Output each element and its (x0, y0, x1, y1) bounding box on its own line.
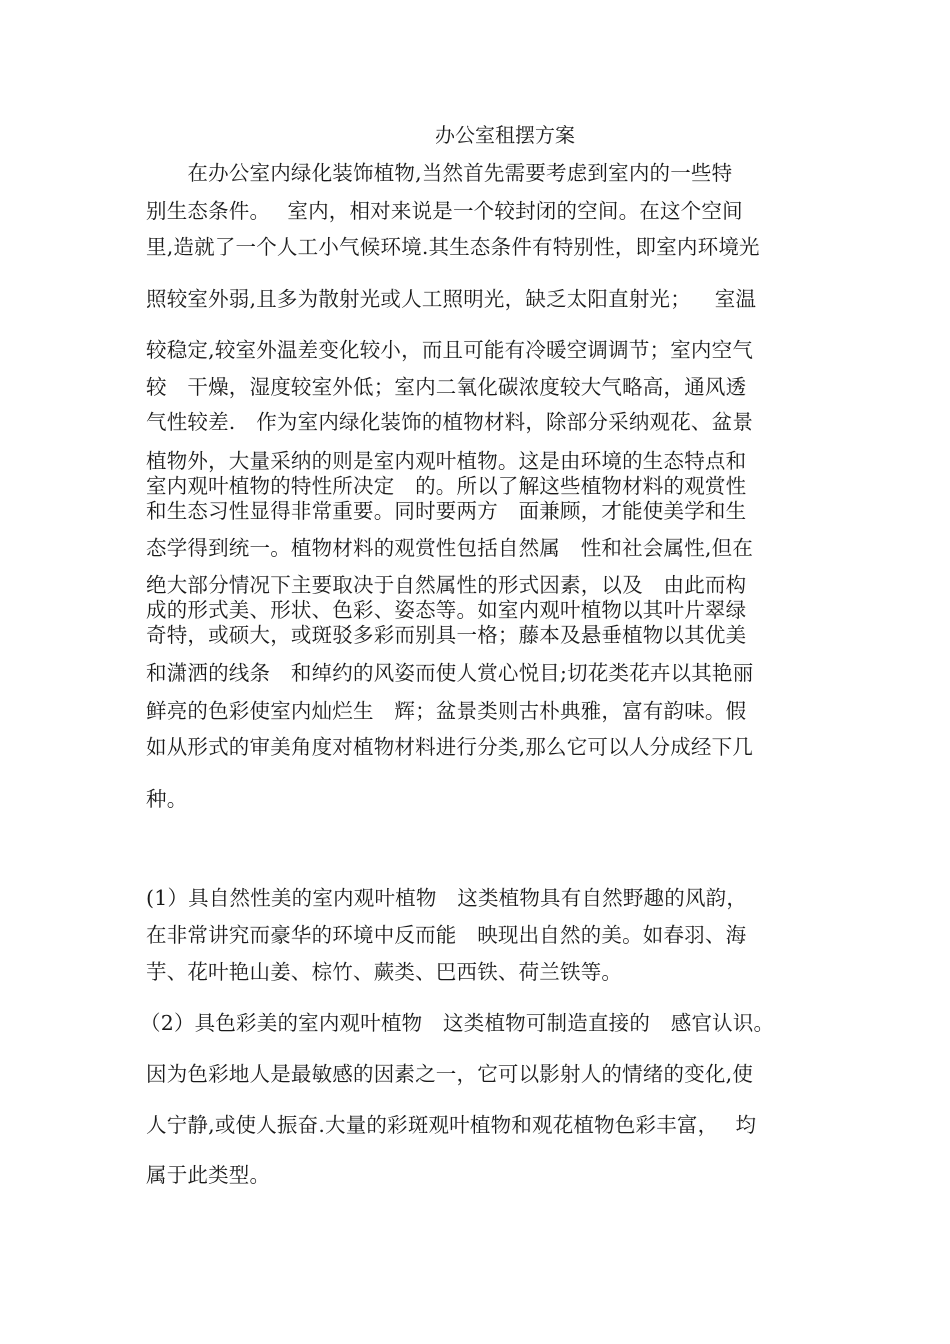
paragraph-line: 里,造就了一个人工小气候环境.其生态条件有特别性，即室内环境光 (146, 235, 760, 259)
paragraph-line: 植物外，大量采纳的则是室内观叶植物。这是由环境的生态特点和 (146, 449, 747, 473)
paragraph-line: 态学得到统一。植物材料的观赏性包括自然属 性和社会属性,但在 (146, 536, 754, 560)
paragraph-line: 较稳定,较室外温差变化较小，而且可能有冷暖空调调节；室内空气 (146, 338, 754, 362)
paragraph-line: 成的形式美、形状、色彩、姿态等。如室内观叶植物以其叶片翠绿 (146, 598, 747, 622)
paragraph-line: 人宁静,或使人振奋.大量的彩斑观叶植物和观花植物色彩丰富， 均 (146, 1113, 757, 1137)
paragraph-line: 芋、花叶艳山姜、棕竹、蕨类、巴西铁、荷兰铁等。 (146, 960, 623, 984)
paragraph-line: (1）具自然性美的室内观叶植物 这类植物具有自然野趣的风韵， (146, 886, 748, 910)
paragraph-line: 属于此类型。 (146, 1163, 271, 1187)
paragraph-line: 照较室外弱,且多为散射光或人工照明光，缺乏太阳直射光； 室温 (146, 287, 757, 311)
paragraph-line: 和生态习性显得非常重要。同时要两方 面兼顾，才能使美学和生 (146, 499, 747, 523)
paragraph-line: 较 干燥，湿度较室外低；室内二氧化碳浓度较大气略高，通风透 (146, 375, 747, 399)
paragraph-line: 奇特，或硕大，或斑驳多彩而别具一格；藤本及悬垂植物以其优美 (146, 623, 747, 647)
paragraph-line: 别生态条件。 室内，相对来说是一个较封闭的空间。在这个空间 (146, 199, 743, 223)
paragraph-line: （2）具色彩美的室内观叶植物 这类植物可制造直接的 感官认识。 (140, 1011, 775, 1035)
paragraph-line: 种。 (146, 787, 188, 811)
paragraph-line: 绝大部分情况下主要取决于自然属性的形式因素，以及 由此而构 (146, 573, 747, 597)
paragraph-line: 和潇洒的线条 和绰约的风姿而使人赏心悦目;切花类花卉以其艳丽 (146, 661, 754, 685)
paragraph-line: 在非常讲究而豪华的环境中反而能 映现出自然的美。如春羽、海 (146, 923, 747, 947)
paragraph-line: 鲜亮的色彩使室内灿烂生 辉；盆景类则古朴典雅，富有韵味。假 (146, 699, 747, 723)
paragraph-line: 室内观叶植物的特性所决定 的。所以了解这些植物材料的观赏性 (146, 474, 747, 498)
paragraph-line: 如从形式的审美角度对植物材料进行分类,那么它可以人分成经下几 (146, 735, 754, 759)
document-title: 办公室租摆方案 (435, 123, 575, 147)
paragraph-line: 气性较差. 作为室内绿化装饰的植物材料，除部分采纳观花、盆景 (146, 410, 754, 434)
paragraph-line: 在办公室内绿化装饰植物,当然首先需要考虑到室内的一些特 (146, 161, 733, 185)
paragraph-line: 因为色彩地人是最敏感的因素之一，它可以影射人的情绪的变化,使 (146, 1062, 754, 1086)
